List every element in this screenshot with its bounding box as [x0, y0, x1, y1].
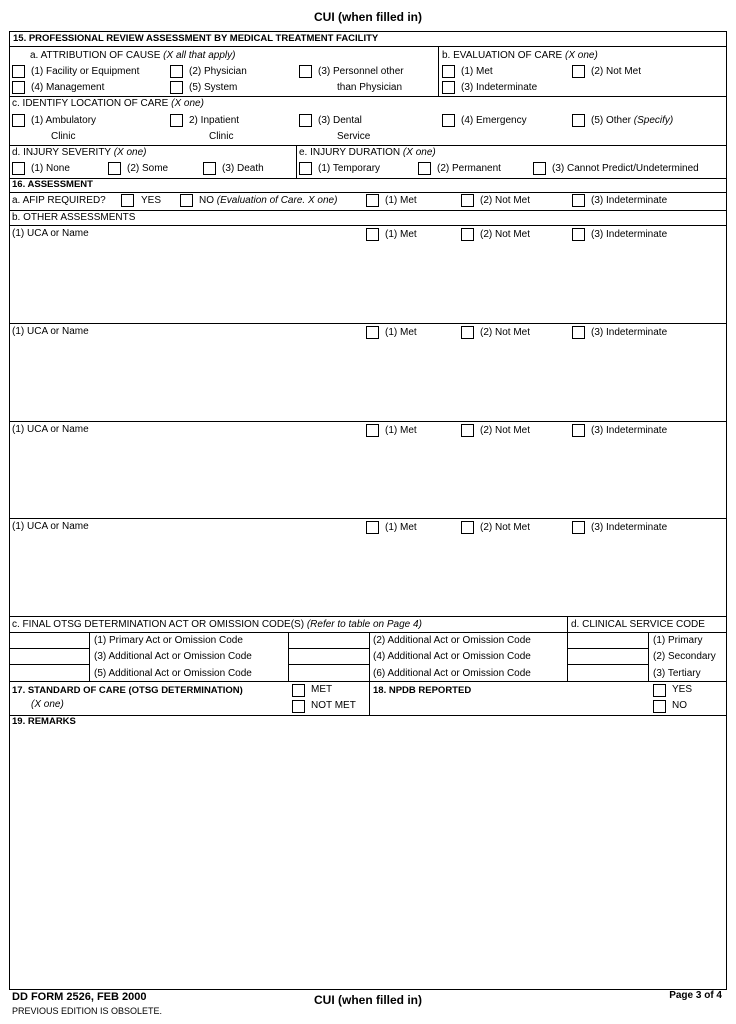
duration-label: [299, 147, 436, 159]
code-5-label: (5) Additional Act or Omission Code: [94, 668, 252, 679]
uca-3-met-label: (1) Met: [385, 425, 417, 436]
standard-not-met-checkbox[interactable]: [292, 700, 305, 713]
uca-4-met-checkbox[interactable]: [366, 521, 379, 534]
afip-no-label: [199, 195, 337, 207]
attribution-label-text: a. ATTRIBUTION OF CAUSE: [30, 50, 161, 61]
emergency-label: (4) Emergency: [461, 115, 527, 126]
final-otsg-label: [12, 619, 422, 631]
divider: [9, 715, 727, 716]
divider: [9, 616, 727, 617]
location-label-text: c. IDENTIFY LOCATION OF CARE: [12, 98, 169, 109]
divider: [9, 421, 727, 422]
code-5-input[interactable]: [10, 665, 88, 680]
severity-some-checkbox[interactable]: [108, 162, 121, 175]
divider: [9, 323, 727, 324]
divider: [369, 681, 370, 715]
code-4-label: (4) Additional Act or Omission Code: [373, 651, 531, 662]
eval-indeterminate-label: (3) Indeterminate: [461, 82, 538, 93]
inpatient-label-2: Clinic: [209, 131, 234, 142]
other-assessments-label: b. OTHER ASSESSMENTS: [12, 212, 136, 223]
eval-not-met-label: (2) Not Met: [591, 66, 642, 77]
inpatient-label: 2) Inpatient: [189, 115, 240, 126]
divider: [89, 632, 90, 681]
clinical-tertiary-input[interactable]: [568, 665, 647, 680]
uca-2-met-label: (1) Met: [385, 327, 417, 338]
uca-4-not-met-label: (2) Not Met: [480, 522, 531, 533]
afip-met-checkbox[interactable]: [366, 194, 379, 207]
duration-cannot-predict-label: (3) Cannot Predict/Undetermined: [552, 163, 699, 174]
uca-3-indeterminate-checkbox[interactable]: [572, 424, 585, 437]
uca-2-indeterminate-checkbox[interactable]: [572, 326, 585, 339]
inpatient-checkbox[interactable]: [170, 114, 183, 127]
eval-not-met-checkbox[interactable]: [572, 65, 585, 78]
divider: [9, 518, 727, 519]
clinical-service-label: d. CLINICAL SERVICE CODE: [571, 619, 705, 630]
afip-no-text: NO: [199, 195, 214, 206]
clinical-secondary-label: (2) Secondary: [653, 651, 716, 662]
uca-2-not-met-label: (2) Not Met: [480, 327, 531, 338]
section-16-title: 16. ASSESSMENT: [12, 179, 93, 190]
duration-temporary-label: (1) Temporary: [318, 163, 381, 174]
ambulatory-label-2: Clinic: [51, 131, 76, 142]
uca-name-label: (1) UCA or Name: [12, 424, 89, 435]
standard-met-checkbox[interactable]: [292, 684, 305, 697]
eval-met-label: (1) Met: [461, 66, 493, 77]
uca-name-label: (1) UCA or Name: [12, 521, 89, 532]
severity-death-label: (3) Death: [222, 163, 264, 174]
form-number: DD FORM 2526, FEB 2000: [12, 991, 147, 1003]
system-label: (5) System: [189, 82, 238, 93]
duration-temporary-checkbox[interactable]: [299, 162, 312, 175]
afip-no-checkbox[interactable]: [180, 194, 193, 207]
uca-3-indeterminate-label: (3) Indeterminate: [591, 425, 668, 436]
uca-1-indeterminate-checkbox[interactable]: [572, 228, 585, 241]
uca-1-met-checkbox[interactable]: [366, 228, 379, 241]
facility-equipment-label: (1) Facility or Equipment: [31, 66, 140, 77]
personnel-other-label: (3) Personnel other: [318, 66, 404, 77]
management-checkbox[interactable]: [12, 81, 25, 94]
clinical-secondary-input[interactable]: [568, 649, 647, 663]
divider: [296, 145, 297, 178]
severity-death-checkbox[interactable]: [203, 162, 216, 175]
divider: [9, 681, 727, 682]
code-1-input[interactable]: [10, 633, 88, 647]
facility-equipment-checkbox[interactable]: [12, 65, 25, 78]
physician-label: (2) Physician: [189, 66, 247, 77]
code-6-input[interactable]: [289, 665, 368, 680]
dental-label-2: Service: [337, 131, 371, 142]
uca-name-label: (1) UCA or Name: [12, 326, 89, 337]
personnel-other-label-2: than Physician: [337, 82, 403, 93]
afip-label: a. AFIP REQUIRED?: [12, 195, 106, 206]
specify-note: (Specify): [633, 115, 674, 126]
divider: [369, 632, 370, 681]
duration-label-text: e. INJURY DURATION: [299, 147, 401, 158]
emergency-checkbox[interactable]: [442, 114, 455, 127]
code-4-input[interactable]: [289, 649, 368, 663]
code-3-input[interactable]: [10, 649, 88, 663]
physician-checkbox[interactable]: [170, 65, 183, 78]
divider: [9, 96, 727, 97]
divider: [9, 192, 727, 193]
personnel-other-checkbox[interactable]: [299, 65, 312, 78]
duration-cannot-predict-checkbox[interactable]: [533, 162, 546, 175]
evaluation-label: [442, 50, 598, 62]
uca-1-indeterminate-label: (3) Indeterminate: [591, 229, 668, 240]
eval-met-checkbox[interactable]: [442, 65, 455, 78]
severity-none-checkbox[interactable]: [12, 162, 25, 175]
section-17-note: (X one): [31, 699, 64, 710]
other-location-text: (5) Other: [591, 115, 632, 126]
afip-met-label: (1) Met: [385, 195, 417, 206]
uca-3-not-met-label: (2) Not Met: [480, 425, 531, 436]
severity-label: [12, 147, 147, 159]
afip-indeterminate-checkbox[interactable]: [572, 194, 585, 207]
code-2-input[interactable]: [289, 633, 368, 647]
uca-3-not-met-checkbox[interactable]: [461, 424, 474, 437]
afip-no-note: (Evaluation of Care. X one): [216, 195, 338, 206]
duration-permanent-label: (2) Permanent: [437, 163, 501, 174]
section-17-title: 17. STANDARD OF CARE (OTSG DETERMINATION): [12, 685, 243, 696]
afip-not-met-checkbox[interactable]: [461, 194, 474, 207]
standard-met-label: MET: [311, 684, 333, 695]
afip-yes-checkbox[interactable]: [121, 194, 134, 207]
uca-2-indeterminate-label: (3) Indeterminate: [591, 327, 668, 338]
severity-none-label: (1) None: [31, 163, 70, 174]
code-3-label: (3) Additional Act or Omission Code: [94, 651, 252, 662]
remarks-field[interactable]: [10, 730, 726, 988]
final-otsg-note: (Refer to table on Page 4): [306, 619, 422, 630]
evaluation-label-text: b. EVALUATION OF CARE: [442, 50, 563, 61]
duration-note: (X one): [402, 147, 436, 158]
final-otsg-label-text: c. FINAL OTSG DETERMINATION ACT OR OMISSION CODE(S): [12, 619, 305, 630]
location-label: [12, 98, 204, 110]
ambulatory-label: (1) Ambulatory: [31, 115, 97, 126]
uca-1-not-met-checkbox[interactable]: [461, 228, 474, 241]
attribution-note: (X all that apply): [163, 50, 236, 61]
clinical-tertiary-label: (3) Tertiary: [653, 668, 701, 679]
location-note: (X one): [171, 98, 204, 109]
code-6-label: (6) Additional Act or Omission Code: [373, 668, 531, 679]
evaluation-note: (X one): [565, 50, 598, 61]
code-1-label: (1) Primary Act or Omission Code: [94, 635, 243, 646]
system-checkbox[interactable]: [170, 81, 183, 94]
cui-header: CUI (when filled in): [314, 10, 422, 24]
duration-permanent-checkbox[interactable]: [418, 162, 431, 175]
cui-footer: CUI (when filled in): [314, 993, 422, 1007]
uca-2-not-met-checkbox[interactable]: [461, 326, 474, 339]
divider: [9, 225, 727, 226]
uca-name-label: (1) UCA or Name: [12, 228, 89, 239]
divider: [648, 632, 649, 681]
divider: [9, 210, 727, 211]
divider: [438, 46, 439, 96]
eval-indeterminate-checkbox[interactable]: [442, 81, 455, 94]
severity-note: (X one): [113, 147, 147, 158]
severity-label-text: d. INJURY SEVERITY: [12, 147, 111, 158]
section-18-title: 18. NPDB REPORTED: [373, 685, 472, 696]
uca-1-not-met-label: (2) Not Met: [480, 229, 531, 240]
uca-4-indeterminate-label: (3) Indeterminate: [591, 522, 668, 533]
divider: [9, 46, 727, 47]
clinical-primary-label: (1) Primary: [653, 635, 703, 646]
npdb-no-checkbox[interactable]: [653, 700, 666, 713]
divider: [9, 145, 727, 146]
section-15-title: 15. PROFESSIONAL REVIEW ASSESSMENT BY MEDICAL TREATMENT FACILITY: [13, 33, 379, 44]
other-location-checkbox[interactable]: [572, 114, 585, 127]
uca-3-met-checkbox[interactable]: [366, 424, 379, 437]
ambulatory-checkbox[interactable]: [12, 114, 25, 127]
clinical-primary-input[interactable]: [568, 633, 647, 647]
section-19-title: 19. REMARKS: [12, 716, 76, 727]
afip-not-met-label: (2) Not Met: [480, 195, 531, 206]
afip-indeterminate-label: (3) Indeterminate: [591, 195, 668, 206]
code-2-label: (2) Additional Act or Omission Code: [373, 635, 531, 646]
uca-4-indeterminate-checkbox[interactable]: [572, 521, 585, 534]
npdb-yes-checkbox[interactable]: [653, 684, 666, 697]
page-number: Page 3 of 4: [669, 990, 722, 1001]
uca-2-met-checkbox[interactable]: [366, 326, 379, 339]
divider: [9, 178, 727, 179]
dental-label: (3) Dental: [318, 115, 362, 126]
uca-4-met-label: (1) Met: [385, 522, 417, 533]
other-location-label: [591, 115, 673, 127]
severity-some-label: (2) Some: [127, 163, 169, 174]
uca-1-met-label: (1) Met: [385, 229, 417, 240]
obsolete-note: PREVIOUS EDITION IS OBSOLETE.: [12, 1006, 163, 1016]
dental-checkbox[interactable]: [299, 114, 312, 127]
afip-yes-label: YES: [141, 195, 162, 206]
attribution-label: [30, 50, 235, 62]
npdb-yes-label: YES: [672, 684, 693, 695]
uca-4-not-met-checkbox[interactable]: [461, 521, 474, 534]
standard-not-met-label: NOT MET: [311, 700, 356, 711]
management-label: (4) Management: [31, 82, 105, 93]
npdb-no-label: NO: [672, 700, 687, 711]
